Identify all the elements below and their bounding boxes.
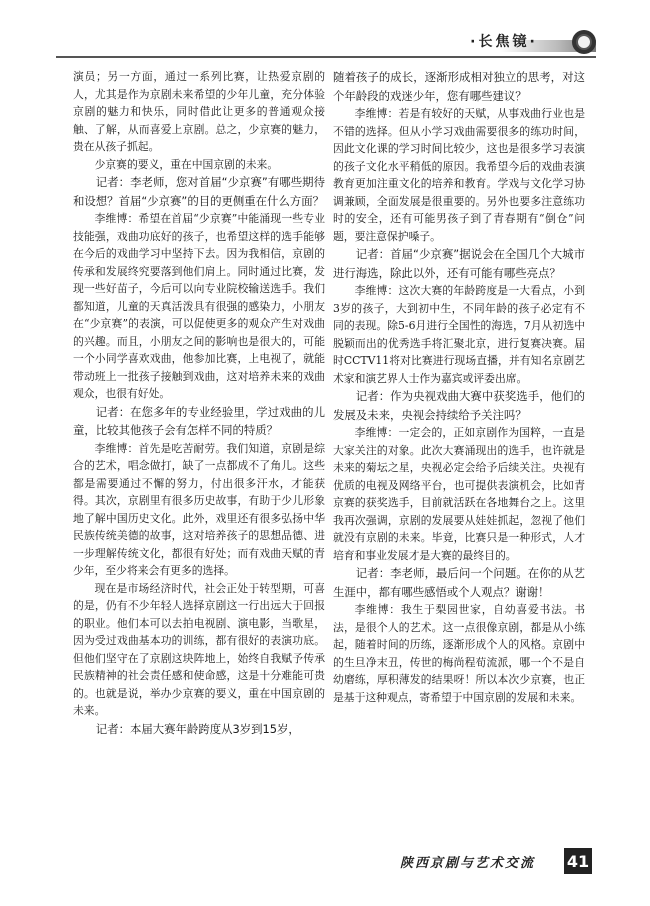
left-column [73,68,325,738]
answer-paragraph: 李维博：若是有较好的天赋，从事戏曲行业也是不错的选择。但从小学习戏曲需要很多的练功时间，因此文化课的学习时间比较少，这也是很多学习表演的孩子文化水平稍低的原因。我希望今后的戏曲表演教育更加注重文化的培养和教育。学戏与文化学习协调兼顾，全面发展是很重要的。另外也要多注意练功时的安全，还有可能男孩子到了青春期有“倒仓”问题，要注意保护嗓子。 [333,107,585,243]
answer-paragraph: 现在是市场经济时代，社会正处于转型期，可喜的是，仍有不少年轻人选择京剧这一行出远大于回报的职业。他们本可以去拍电视剧、演电影，当歌星，因为受过戏曲基本功的训练，都有很好的表演功底。但他们坚守在了京剧这块阵地上，始终自我赋予传承民族精神的社会责任感和使命感，这是十分难能可贵的。也就是说，举办少京赛的要义，重在中国京剧的未来。 [73,581,325,717]
publication-title: 陕西京剧与艺术交流 [400,855,536,871]
question-paragraph: 记者：本届大赛年龄跨度从3岁到15岁， [95,721,300,736]
answer-paragraph: 演员；另一方面，通过一系列比赛，让热爱京剧的人，尤其是作为京剧未来希望的少年儿童，充分体验京剧的魅力和快乐，同时借此让更多的普通观众接触、了解，从而喜爱上京剧。总之，少京赛的魅力，贵在从孩子抓起。 [73,70,325,153]
answer-paragraph: 李维博：一定会的，正如京剧作为国粹，一直是大家关注的对象。此次大赛涌现出的选手，也许就是未来的菊坛之星，央视必定会给予后续关注。央视有优质的电视及网络平台，也可提供表演机会，比如青京赛的获奖选手，目前就活跃在各地舞台之上。这里我再次强调，京剧的发展要从娃娃抓起，忽视了他们就没有京剧的未来。毕竟，比赛只是一种形式，人才培育和事业发展才是大赛的最终目的。 [333,426,585,562]
answer-paragraph: 李维博：这次大赛的年龄跨度是一大看点，小到3岁的孩子，大到初中生，不同年龄的孩子必定有不同的表现。除5-6月进行全国性的海选，7月从初选中脱颖而出的优秀选手将汇聚北京，进行复赛决赛。届时CCTV11将对比赛进行现场直播，并有知名京剧艺术家和演艺界人士作为嘉宾或评委出席。 [333,284,585,385]
question-paragraph: 记者：李老师，您对首届“少京赛”有哪些期待和设想？首届“少京赛”的目的更侧重在什么方面？ [73,175,325,208]
question-paragraph: 记者：作为央视戏曲大赛中获奖选手，他们的发展及未来，央视会持续给予关注吗？ [333,389,585,422]
page-number: 41 [564,848,592,874]
answer-paragraph: 少京赛的要义，重在中国京剧的未来。 [94,157,279,171]
logo-emblem-icon [572,30,596,54]
header-rule [56,56,596,58]
section-title: ·长焦镜· [470,34,538,50]
answer-paragraph: 李维博：首先是吃苦耐劳。我们知道，京剧是综合的艺术，唱念做打，缺了一点都成不了角儿。这些都是需要通过不懈的努力，付出很多汗水，才能获得。其次，京剧里有很多历史故事，有助于少儿形象地了解中国历史文化。此外，戏里还有很多弘扬中华民族传统美德的故事，这对培养孩子的思想品德、进一步理解传统文化，都很有好处；而有戏曲天赋的青少年，至少将来会有更多的选择。 [73,441,325,577]
right-column [333,68,585,706]
answer-paragraph: 李维博：希望在首届“少京赛”中能涌现一些专业技能强，戏曲功底好的孩子，也希望这样的选手能够在今后的戏曲学习中坚持下去。因为我相信，京剧的传承和发展终究要落到他们肩上。同时通过比赛，发现一些好苗子，今后可以向专业院校输送选手。我们都知道，儿童的天真活泼具有很强的感染力，小朋友在“少京赛”的表演，可以促使更多的观众产生对戏曲的兴趣。而且，小朋友之间的影响也是很大的，可能一个小同学喜欢戏曲，他参加比赛，上电视了，就能带动班上一批孩子接触到戏曲，这对培养未来的戏曲观众，也很有好处。 [73,212,325,400]
answer-paragraph: 李维博：我生于梨园世家，自幼喜爱书法。书法，是很个人的艺术。这一点很像京剧，都是从小练起，随着时间的历练，逐渐形成个人的风格。京剧中的生旦净末丑，传世的梅尚程荀流派，哪一个不是自幼磨练，厚积薄发的结果呀！所以本次少京赛，也正是基于这种观点，寄希望于中国京剧的发展和未来。 [333,603,585,704]
question-paragraph: 记者：李老师，最后问一个问题。在你的从艺生涯中，都有哪些感悟或个人观点？谢谢！ [333,566,585,599]
question-paragraph: 记者：首届“少京赛”据说会在全国几个大城市进行海选，除此以外，还有可能有哪些亮点？ [333,247,585,280]
question-paragraph: 随着孩子的成长，逐渐形成相对独立的思考，对这个年龄段的戏迷少年，您有哪些建议？ [333,70,585,103]
question-paragraph: 记者：在您多年的专业经验里，学过戏曲的儿童，比较其他孩子会有怎样不同的特质？ [73,404,325,437]
